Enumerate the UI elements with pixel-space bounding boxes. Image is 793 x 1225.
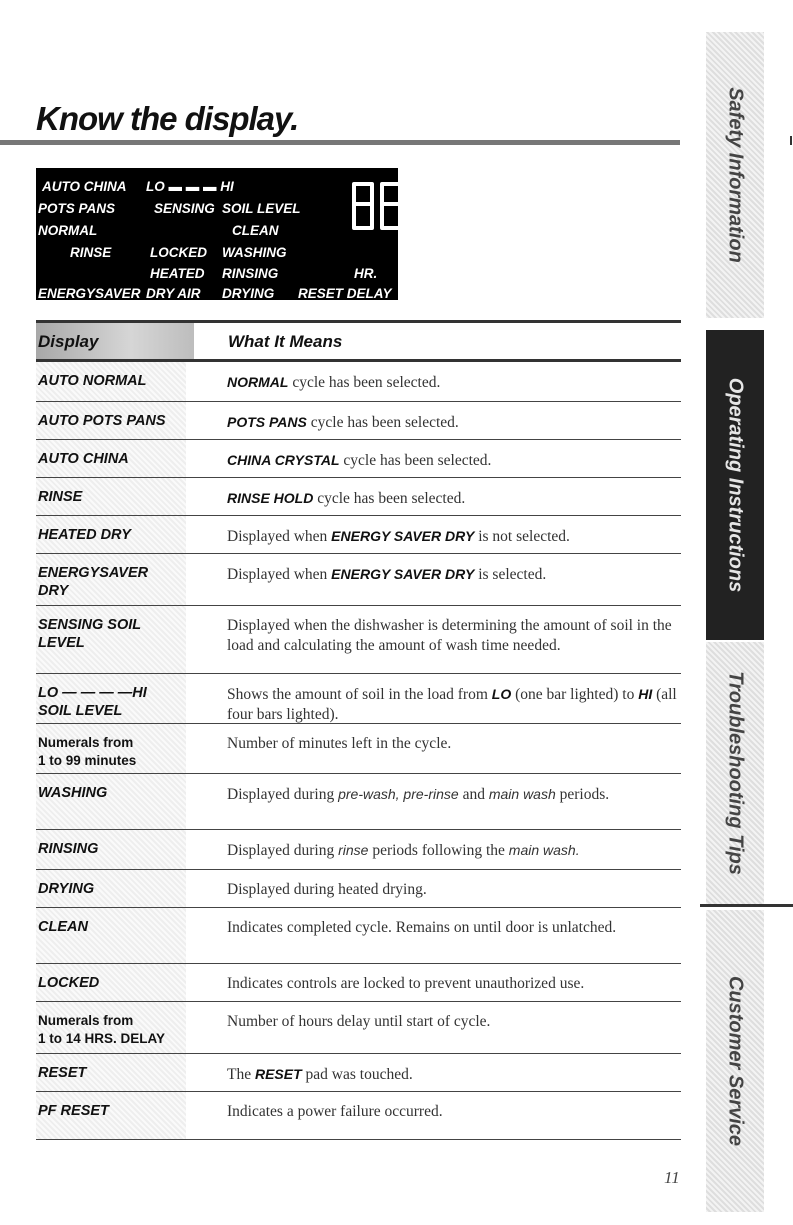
table-row xyxy=(36,724,681,774)
display-label: LO — — — —HI SOIL LEVEL xyxy=(38,685,147,719)
tab-label: Operating Instructions xyxy=(724,377,747,593)
bold-term: ENERGY SAVER DRY xyxy=(331,528,475,544)
display-label: HEATED DRY xyxy=(38,527,131,543)
table-row xyxy=(36,362,681,402)
meaning-fragment: Number of minutes left in the cycle. xyxy=(227,735,452,752)
meaning-fragment: is selected. xyxy=(474,566,547,583)
panel-drying: DRYING xyxy=(222,286,275,301)
meaning-fragment: Indicates controls are locked to prevent unauthorized use. xyxy=(227,975,585,992)
meaning-fragment: Displayed when xyxy=(227,528,332,545)
meaning-fragment: (all four bars lighted). xyxy=(227,686,677,723)
tab-label: Customer Service xyxy=(724,975,747,1147)
meaning-text xyxy=(227,734,682,754)
col-header-means: What It Means xyxy=(228,332,343,351)
panel-sensing: SENSING xyxy=(154,201,215,216)
italic-term: pre-wash, pre-rinse xyxy=(338,786,459,802)
panel-dry-air: DRY AIR xyxy=(146,286,201,301)
bold-term: POTS PANS xyxy=(227,414,307,430)
margin-tick xyxy=(790,136,792,145)
display-label: LOCKED xyxy=(38,975,100,991)
bold-term: CHINA CRYSTAL xyxy=(227,452,340,468)
italic-term: main wash. xyxy=(508,842,580,858)
tab-label: Troubleshooting Tips xyxy=(724,671,747,875)
page-number: 11 xyxy=(664,1168,680,1187)
meaning-fragment: periods. xyxy=(555,786,610,803)
table-row xyxy=(36,830,681,870)
meaning-text xyxy=(227,450,682,471)
display-label: SENSING SOIL LEVEL xyxy=(38,617,142,651)
panel-heated: HEATED xyxy=(150,266,205,281)
meaning-fragment: Displayed when xyxy=(227,566,332,583)
meaning-fragment: is not selected. xyxy=(474,528,570,545)
panel-locked: LOCKED xyxy=(150,245,207,260)
display-label: Numerals from 1 to 14 HRS. DELAY xyxy=(38,1013,166,1046)
meaning-text xyxy=(227,488,682,509)
panel-washing: WASHING xyxy=(222,245,287,260)
table-row xyxy=(36,554,681,606)
italic-term: rinse xyxy=(338,842,369,858)
meaning-fragment: pad was touched. xyxy=(301,1066,413,1083)
meaning-fragment: (one bar lighted) to xyxy=(511,686,639,703)
display-label: RINSE xyxy=(38,489,83,505)
panel-clean: CLEAN xyxy=(232,223,279,238)
panel-rinse: RINSE xyxy=(70,245,112,260)
meaning-text xyxy=(227,564,682,585)
panel-energysaver: ENERGYSAVER xyxy=(38,286,141,301)
meaning-text xyxy=(227,880,682,900)
meaning-text xyxy=(227,974,682,994)
italic-term: main wash xyxy=(488,786,556,802)
meaning-fragment: Displayed during heated drying. xyxy=(227,881,427,898)
meaning-text xyxy=(227,1102,682,1122)
seven-segment-display xyxy=(352,182,402,230)
meaning-fragment: Displayed during xyxy=(227,786,339,803)
panel-lo-hi: LO ▬ ▬ ▬ HI xyxy=(146,179,234,194)
table-header xyxy=(36,320,681,362)
table-row xyxy=(36,964,681,1002)
bold-term: HI xyxy=(638,686,653,702)
section-divider xyxy=(700,904,793,907)
display-label: AUTO NORMAL xyxy=(38,373,147,389)
col-header-display: Display xyxy=(36,323,194,359)
table-row xyxy=(36,870,681,908)
table-row xyxy=(36,478,681,516)
digit-icon xyxy=(352,182,374,230)
panel-hr: HR. xyxy=(354,266,378,281)
bold-term: NORMAL xyxy=(227,374,289,390)
meaning-fragment: Displayed during xyxy=(227,842,339,859)
panel-reset-delay: RESET DELAY xyxy=(298,286,392,301)
display-label: AUTO POTS PANS xyxy=(38,413,166,429)
meaning-fragment: Indicates a power failure occurred. xyxy=(227,1103,443,1120)
table-row xyxy=(36,1054,681,1092)
display-label: RESET xyxy=(38,1065,87,1081)
display-label: PF RESET xyxy=(38,1103,109,1119)
table-row xyxy=(36,674,681,724)
title-rule xyxy=(0,140,680,145)
meaning-fragment: cycle has been selected. xyxy=(313,490,466,507)
table-row xyxy=(36,402,681,440)
table-row xyxy=(36,774,681,830)
display-label: WASHING xyxy=(38,785,108,801)
meaning-fragment: Displayed when the dishwasher is determining the amount of soil in the load and calculating the amount of wash time needed. xyxy=(227,617,672,654)
panel-soil-level: SOIL LEVEL xyxy=(222,201,301,216)
section-tabs xyxy=(706,32,764,1212)
meaning-text xyxy=(227,372,682,393)
table-row xyxy=(36,606,681,674)
table-row xyxy=(36,1092,681,1140)
display-label: Numerals from 1 to 99 minutes xyxy=(38,735,137,768)
tab-safety-information[interactable] xyxy=(706,32,764,318)
panel-pots-pans: POTS PANS xyxy=(38,201,116,216)
meaning-fragment: cycle has been selected. xyxy=(339,452,492,469)
meaning-fragment: cycle has been selected. xyxy=(288,374,441,391)
tab-troubleshooting-tips[interactable] xyxy=(706,642,764,904)
bold-term: RESET xyxy=(254,1066,302,1082)
bold-term: RINSE HOLD xyxy=(227,490,314,506)
display-panel xyxy=(36,168,398,300)
meaning-text xyxy=(227,1064,682,1085)
meaning-fragment: Shows the amount of soil in the load from xyxy=(227,686,492,703)
display-meanings-table xyxy=(36,320,681,1140)
display-label: ENERGYSAVER DRY xyxy=(38,565,149,599)
meaning-fragment: cycle has been selected. xyxy=(306,414,459,431)
meaning-text xyxy=(227,526,682,547)
panel-rinsing: RINSING xyxy=(222,266,279,281)
meaning-text xyxy=(227,684,682,725)
meaning-fragment: Indicates completed cycle. Remains on until door is unlatched. xyxy=(227,919,617,936)
page-title: Know the display. xyxy=(36,100,299,137)
display-label: DRYING xyxy=(38,881,95,897)
bold-term: ENERGY SAVER DRY xyxy=(331,566,475,582)
table-row xyxy=(36,440,681,478)
meaning-text xyxy=(227,1012,682,1032)
table-body xyxy=(36,362,681,1140)
panel-normal: NORMAL xyxy=(38,223,98,238)
panel-auto-china: AUTO CHINA xyxy=(42,179,127,194)
meaning-fragment: periods following the xyxy=(368,842,509,859)
bold-term: LO xyxy=(491,686,512,702)
meaning-text xyxy=(227,616,682,656)
table-row xyxy=(36,1002,681,1054)
tab-operating-instructions[interactable] xyxy=(706,330,764,640)
meaning-text xyxy=(227,840,682,861)
meaning-text xyxy=(227,412,682,433)
meaning-text xyxy=(227,784,682,805)
display-label: AUTO CHINA xyxy=(38,451,129,467)
display-label: RINSING xyxy=(38,841,99,857)
table-row xyxy=(36,908,681,964)
meaning-fragment: The xyxy=(227,1066,255,1083)
meaning-fragment: Number of hours delay until start of cycle. xyxy=(227,1013,491,1030)
tab-customer-service[interactable] xyxy=(706,910,764,1212)
table-row xyxy=(36,516,681,554)
tab-label: Safety Information xyxy=(724,87,747,263)
display-label: CLEAN xyxy=(38,919,88,935)
meaning-text xyxy=(227,918,682,938)
meaning-fragment: and xyxy=(458,786,489,803)
digit-icon xyxy=(380,182,402,230)
